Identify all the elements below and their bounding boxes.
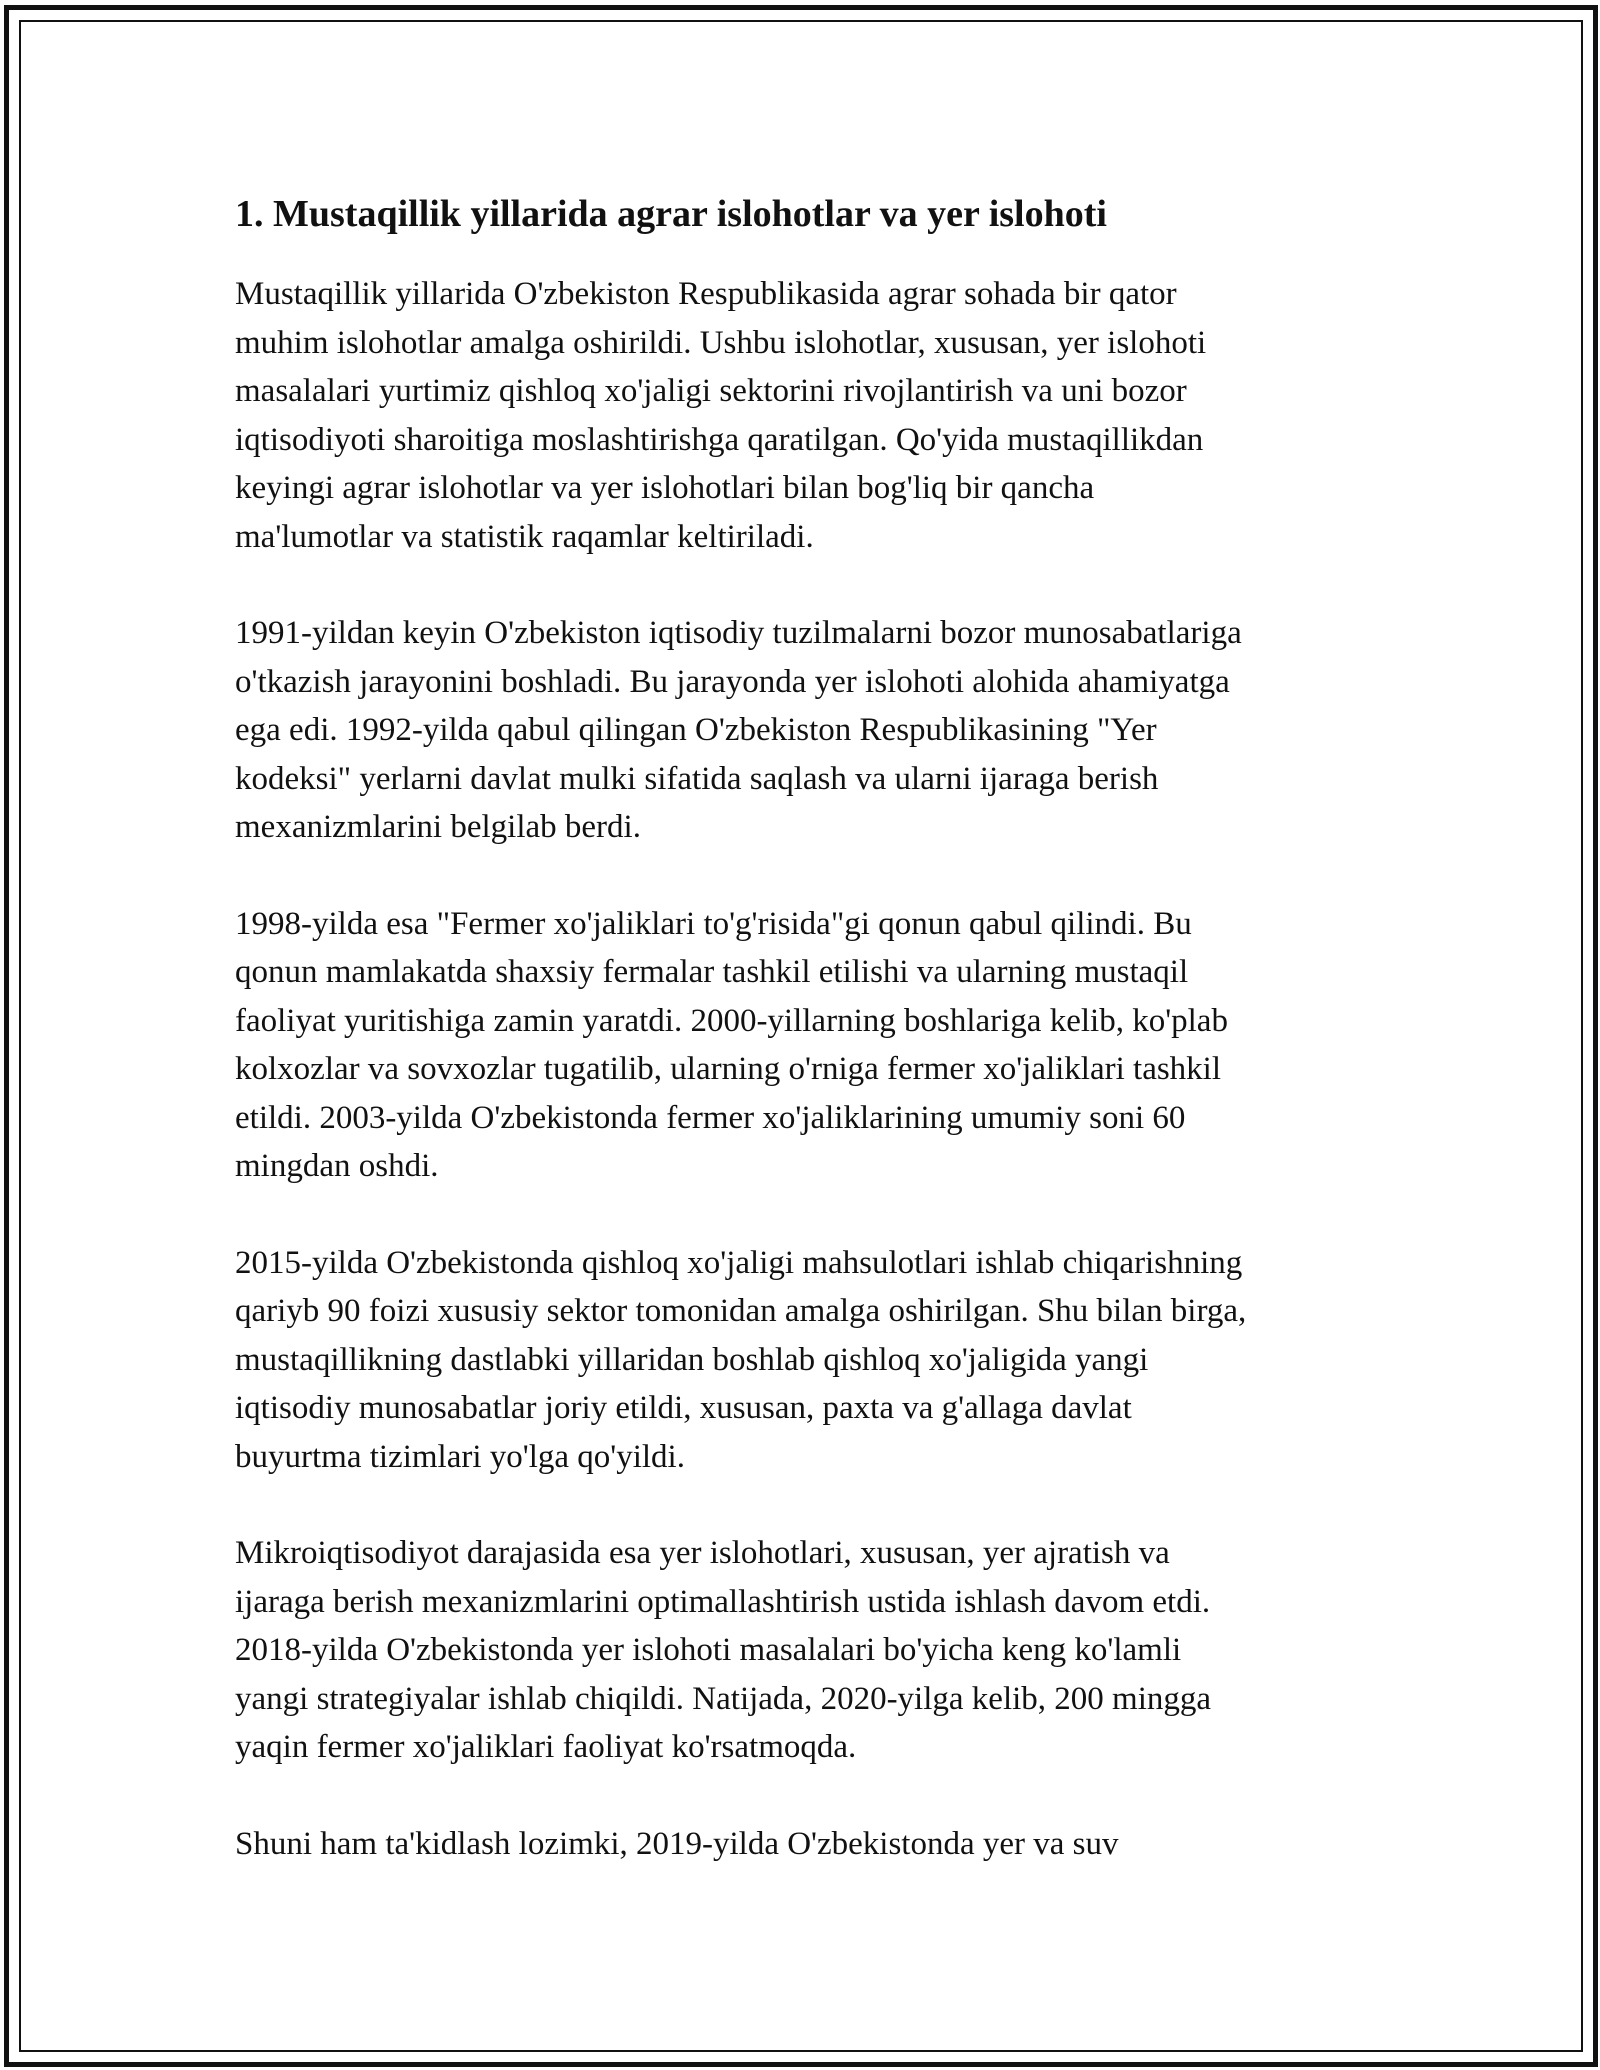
- text-line: yaqin fermer xo'jaliklari faoliyat ko'rsatmoqda.: [235, 1729, 857, 1765]
- text-line: o'tkazish jarayonini boshladi. Bu jarayonda yer islohoti alohida ahamiyatga: [235, 663, 1230, 700]
- paragraph-3: [235, 900, 1375, 1191]
- text-line: 2015-yilda O'zbekistonda qishloq xo'jaligi mahsulotlari ishlab chiqarishning: [235, 1244, 1243, 1281]
- document-body: [235, 186, 1375, 1916]
- text-line: muhim islohotlar amalga oshirildi. Ushbu islohotlar, xususan, yer islohoti: [235, 324, 1207, 361]
- text-line: mustaqillikning dastlabki yillaridan boshlab qishloq xo'jaligida yangi: [235, 1341, 1149, 1378]
- text-line: mingdan oshdi.: [235, 1148, 439, 1184]
- text-line: etildi. 2003-yilda O'zbekistonda fermer xo'jaliklarining umumiy soni 60: [235, 1099, 1186, 1136]
- text-line: 2018-yilda O'zbekistonda yer islohoti masalalari bo'yicha keng ko'lamli: [235, 1632, 1182, 1668]
- text-line: faoliyat yuritishiga zamin yaratdi. 2000-yillarning boshlariga kelib, ko'plab: [235, 1002, 1228, 1039]
- text-line: buyurtma tizimlari yo'lga qo'yildi.: [235, 1438, 685, 1475]
- text-line: 1998-yilda esa "Fermer xo'jaliklari to'g'risida"gi qonun qabul qilindi. Bu: [235, 905, 1192, 942]
- paragraph-5: [235, 1529, 1375, 1772]
- section-title: 1. Mustaqillik yillarida agrar islohotlar va yer islohoti: [235, 193, 1107, 235]
- text-line: ega edi. 1992-yilda qabul qilingan O'zbekiston Respublikasining "Yer: [235, 712, 1157, 748]
- text-line: Mikroiqtisodiyot darajasida esa yer islohotlari, xususan, yer ajratish va: [235, 1535, 1170, 1571]
- text-line: yangi strategiyalar ishlab chiqildi. Natijada, 2020-yilga kelib, 200 mingga: [235, 1680, 1212, 1717]
- text-line: kodeksi" yerlarni davlat mulki sifatida saqlash va ularni ijaraga berish: [235, 760, 1159, 797]
- text-line: masalalari yurtimiz qishloq xo'jaligi sektorini rivojlantirish va uni bozor: [235, 373, 1187, 409]
- text-line: mexanizmlarini belgilab berdi.: [235, 809, 641, 845]
- text-line: Mustaqillik yillarida O'zbekiston Respublikasida agrar sohada bir qator: [235, 276, 1177, 312]
- paragraph-6: [235, 1820, 1375, 1869]
- text-line: qariyb 90 foizi xususiy sektor tomonidan amalga oshirilgan. Shu bilan birga,: [235, 1293, 1247, 1329]
- paragraph-1: [235, 270, 1375, 561]
- text-line: Shuni ham ta'kidlash lozimki, 2019-yilda O'zbekistonda yer va suv: [235, 1825, 1119, 1862]
- text-line: kolxozlar va sovxozlar tugatilib, ularning o'rniga fermer xo'jaliklari tashkil: [235, 1051, 1222, 1087]
- text-line: iqtisodiy munosabatlar joriy etildi, xususan, paxta va g'allaga davlat: [235, 1390, 1132, 1426]
- paragraph-2: [235, 609, 1375, 852]
- text-line: qonun mamlakatda shaxsiy fermalar tashkil etilishi va ularning mustaqil: [235, 954, 1189, 990]
- text-line: keyingi agrar islohotlar va yer islohotlari bilan bog'liq bir qancha: [235, 470, 1095, 506]
- text-line: ma'lumotlar va statistik raqamlar keltiriladi.: [235, 518, 814, 555]
- text-line: 1991-yildan keyin O'zbekiston iqtisodiy tuzilmalarni bozor munosabatlariga: [235, 615, 1242, 651]
- text-line: iqtisodiyoti sharoitiga moslashtirishga qaratilgan. Qo'yida mustaqillikdan: [235, 421, 1204, 458]
- text-line: ijaraga berish mexanizmlarini optimallashtirish ustida ishlash davom etdi.: [235, 1583, 1211, 1620]
- paragraph-4: [235, 1239, 1375, 1482]
